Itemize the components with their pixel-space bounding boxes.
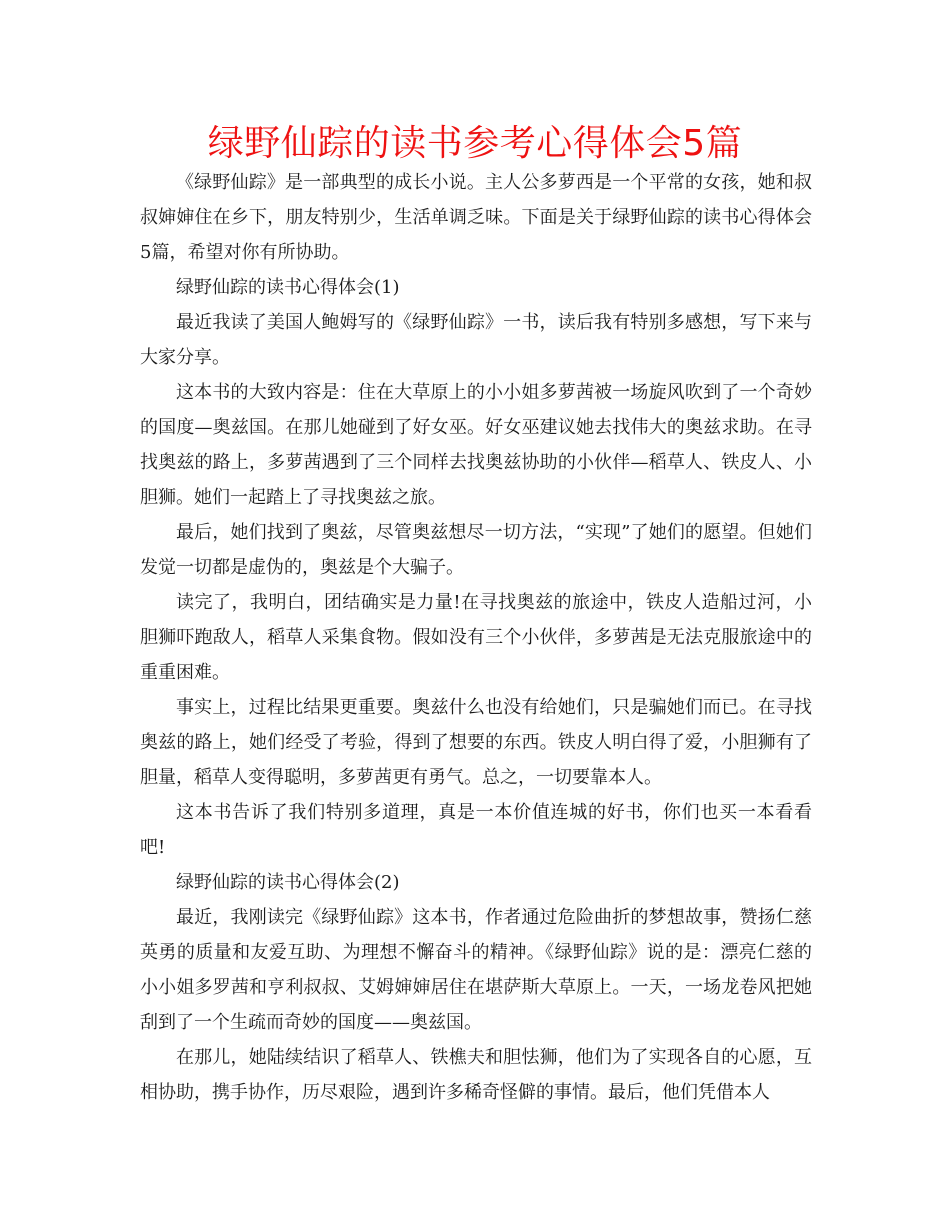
section-heading-1: 绿野仙踪的读书心得体会(1) — [176, 277, 400, 298]
body-paragraph: 最近，我刚读完《绿野仙踪》这本书，作者通过危险曲折的梦想故事，赞扬仁慈英勇的质量和友爱互助、为理想不懈奋斗的精神。《绿野仙踪》说的是：漂亮仁慈的小小姐多罗茜和亨利叔叔、艾姆婶婶居住在堪萨斯大草原上。一天，一场龙卷风把她刮到了一个生疏而奇妙的国度——奥兹国。 — [140, 907, 812, 1033]
body-paragraph: 在那儿，她陆续结识了稻草人、铁樵夫和胆怯狮，他们为了实现各自的心愿，互相协助，携手协作，历尽艰险，遇到许多稀奇怪僻的事情。最后，他们凭借本人 — [140, 1047, 812, 1103]
body-paragraph: 这本书告诉了我们特别多道理，真是一本价值连城的好书，你们也买一本看看吧! — [140, 802, 812, 858]
body-paragraph: 最近我读了美国人鲍姆写的《绿野仙踪》一书，读后我有特别多感想，写下来与大家分享。 — [140, 312, 812, 368]
body-paragraph: 读完了，我明白，团结确实是力量!在寻找奥兹的旅途中，铁皮人造船过河，小胆狮吓跑敌人，稻草人采集食物。假如没有三个小伙伴，多萝茜是无法克服旅途中的重重困难。 — [140, 592, 812, 683]
body-paragraph: 这本书的大致内容是：住在大草原上的小小姐多萝茜被一场旋风吹到了一个奇妙的国度—奥兹国。在那儿她碰到了好女巫。好女巫建议她去找伟大的奥兹求助。在寻找奥兹的路上，多萝茜遇到了三个同样去找奥兹协助的小伙伴—稻草人、铁皮人、小胆狮。她们一起踏上了寻找奥兹之旅。 — [140, 382, 812, 508]
document-body — [140, 165, 812, 1110]
body-paragraph: 最后，她们找到了奥兹，尽管奥兹想尽一切方法，“实现”了她们的愿望。但她们发觉一切都是虚伪的，奥兹是个大骗子。 — [140, 522, 812, 578]
section-heading-2: 绿野仙踪的读书心得体会(2) — [176, 872, 400, 893]
intro-paragraph: 《绿野仙踪》是一部典型的成长小说。主人公多萝西是一个平常的女孩，她和叔叔婶婶住在乡下，朋友特别少，生活单调乏味。下面是关于绿野仙踪的读书心得体会5篇，希望对你有所协助。 — [140, 172, 812, 263]
body-paragraph: 事实上，过程比结果更重要。奥兹什么也没有给她们，只是骗她们而已。在寻找奥兹的路上，她们经受了考验，得到了想要的东西。铁皮人明白得了爱，小胆狮有了胆量，稻草人变得聪明，多萝茜更有勇气。总之，一切要靠本人。 — [140, 697, 812, 788]
document-title: 绿野仙踪的读书参考心得体会5篇 — [207, 123, 743, 164]
